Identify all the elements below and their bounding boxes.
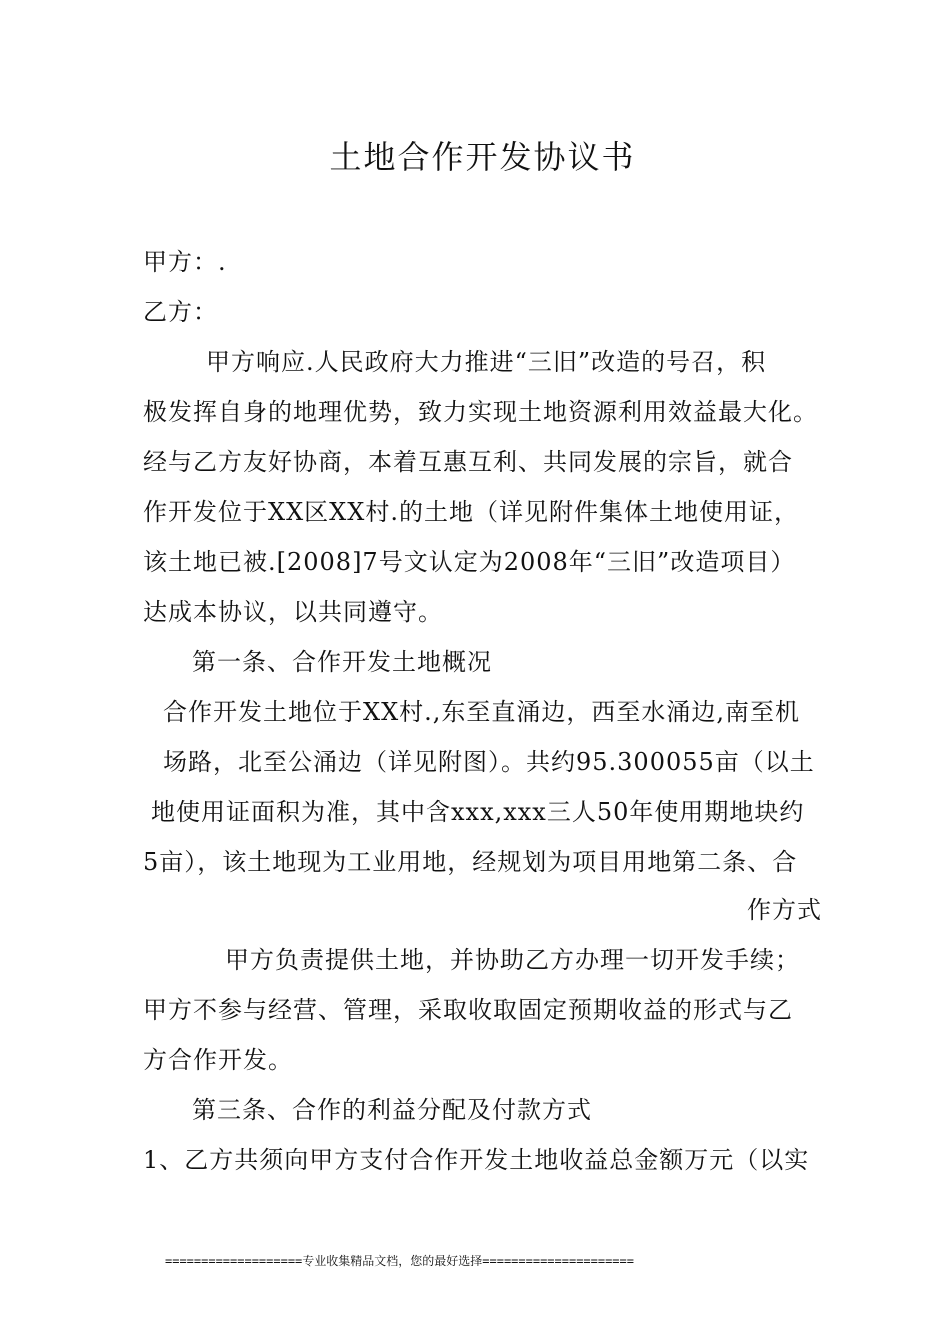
document-title: 土地合作开发协议书 — [329, 138, 636, 176]
article2-line: 甲方负责提供土地，并协助乙方办理一切开发手续； — [225, 946, 800, 974]
preamble-line: 作开发位于XX区XX村.的土地（详见附件集体土地使用证， — [143, 498, 799, 526]
article1-line: 5亩），该土地现为工业用地，经规划为项目用地第二条、合 — [143, 848, 798, 876]
footer-banner: ===================专业收集精品文档，您的最好选择===================== — [165, 1254, 634, 1268]
preamble-line: 极发挥自身的地理优势，致力实现土地资源利用效益最大化。 — [143, 398, 818, 426]
preamble-line: 达成本协议，以共同遵守。 — [143, 598, 443, 626]
preamble-line: 经与乙方友好协商，本着互惠互利、共同发展的宗旨，就合 — [143, 448, 793, 476]
article3-heading: 第三条、合作的利益分配及付款方式 — [192, 1096, 592, 1124]
article2-line: 甲方不参与经营、管理，采取收取固定预期收益的形式与乙 — [143, 996, 793, 1024]
article1-heading: 第一条、合作开发土地概况 — [192, 648, 492, 676]
article1-line: 合作开发土地位于XX村.,东至直涌边，西至水涌边,南至机 — [163, 698, 801, 726]
party-a-line: 甲方：. — [143, 248, 227, 276]
article2-line: 方合作开发。 — [143, 1046, 293, 1074]
article3-line: 1、乙方共须向甲方支付合作开发土地收益总金额万元（以实 — [143, 1146, 810, 1174]
article1-line: 场路，北至公涌边（详见附图）。共约95.300055亩（以土 — [163, 748, 815, 776]
preamble-line: 甲方响应.人民政府大力推进“三旧”改造的号召，积 — [206, 348, 767, 376]
party-b-line: 乙方： — [143, 298, 218, 326]
article1-line: 地使用证面积为准，其中含xxx,xxx三人50年使用期地块约 — [151, 798, 805, 826]
preamble-line: 该土地已被.[2008]7号文认定为2008年“三旧”改造项目） — [143, 548, 796, 576]
article1-line: 作方式 — [747, 896, 822, 924]
